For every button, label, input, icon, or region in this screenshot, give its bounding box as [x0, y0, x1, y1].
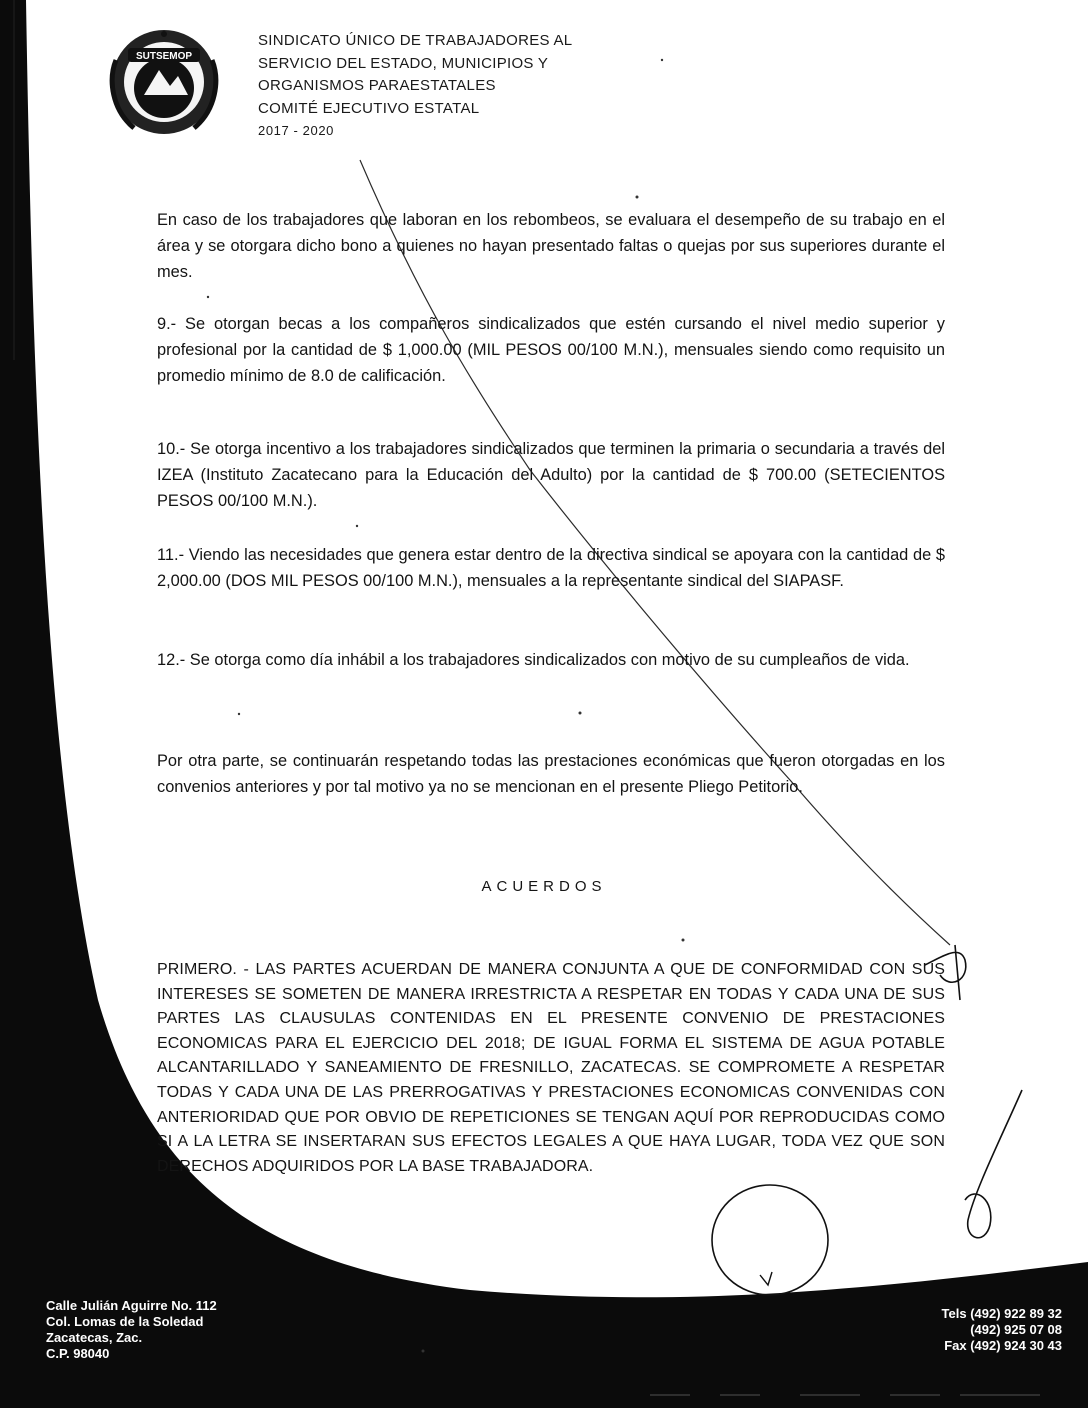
paragraph-10: 10.- Se otorga incentivo a los trabajadores sindicalizados que terminen la primaria o secundaria a través del IZEA (Instituto Zacatecano para la Educación del Adulto) por la cantidad de $ 700.00 (SETECIENTOS PESOS 00/100 M.N.). [157, 440, 945, 510]
agreement-primero: PRIMERO. - LAS PARTES ACUERDAN DE MANERA CONJUNTA A QUE DE CONFORMIDAD CON SUS INTERESES SE SOMETEN DE MANERA IRRESTRICTA A RESPETAR EN TODAS Y CADA UNA DE SUS PARTES LAS CLAUSULAS CONTENIDAS EN EL PRESENTE CONVENIO DE PRESTACIONES ECONOMICAS PARA EL EJERCICIO DEL 2018; DE IGUAL FORMA EL SISTEMA DE AGUA POTABLE ALCANTARILLADO Y SANEAMIENTO DE FRESNILLO, ZACATECAS. SE COMPROMETE A RESPETAR TODAS Y CADA UNA DE LAS PRERROGATIVAS Y PRESTACIONES ECONOMICAS CONVENIDAS CON ANTERIORIDAD QUE POR OBVIO DE REPETICIONES SE TENGAN AQUÍ POR REPRODUCIDAS COMO SI A LA LETRA SE INSERTARAN SUS EFECTOS LEGALES A QUE HAYA LUGAR, TODA VEZ QUE SON DERECHOS ADQUIRIDOS POR LA BASE TRABAJADORA. [157, 961, 945, 1175]
paragraph-11: 11.- Viendo las necesidades que genera estar dentro de la directiva sindical se apoyara con la cantidad de $ 2,000.00 (DOS MIL PESOS 00/100 M.N.), mensuales a la representante sindical del SIAPASF. [157, 546, 945, 590]
phone-line: Tels (492) 922 89 32 [941, 1306, 1062, 1321]
header-line: COMITÉ EJECUTIVO ESTATAL [258, 99, 480, 117]
letterhead [258, 30, 678, 142]
paragraph-9: 9.- Se otorgan becas a los compañeros sindicalizados que estén cursando el nivel medio superior y profesional por la cantidad de $ 1,000.00 (MIL PESOS 00/100 M.N.), mensuales siendo como requisito un promedio mínimo de 8.0 de calificación. [157, 315, 945, 385]
paragraph-closing: Por otra parte, se continuarán respetando todas las prestaciones económicas que fueron otorgadas en los convenios anteriores y por tal motivo ya no se mencionan en el presente Pliego Petitorio. [157, 752, 945, 796]
header-years: 2017 - 2020 [258, 123, 334, 138]
paragraph-12: 12.- Se otorga como día inhábil a los trabajadores sindicalizados con motivo de su cumpleaños de vida. [157, 651, 910, 669]
paragraph-bonus: En caso de los trabajadores que laboran en los rebombeos, se evaluara el desempeño de su trabajo en el área y se otorgara dicho bono a quienes no hayan presentado faltas o quejas por sus superiores durante el mes. [157, 211, 945, 281]
header-line: SINDICATO ÚNICO DE TRABAJADORES AL [258, 32, 573, 49]
address-line: Zacatecas, Zac. [46, 1330, 143, 1345]
section-title: ACUERDOS [481, 878, 607, 895]
header-line: SERVICIO DEL ESTADO, MUNICIPIOS Y [258, 54, 549, 72]
header-line: ORGANISMOS PARAESTATALES [258, 77, 496, 94]
address-line: C.P. 98040 [46, 1346, 110, 1361]
union-logo [104, 20, 224, 140]
svg-text:SUTSEMOP: SUTSEMOP [135, 51, 193, 62]
address-line: Col. Lomas de la Soledad [46, 1314, 204, 1329]
phone-line: Fax (492) 924 30 43 [944, 1338, 1062, 1353]
address-line: Calle Julián Aguirre No. 112 [46, 1298, 217, 1313]
footer-phones [942, 1306, 1062, 1354]
phone-line: (492) 925 07 08 [970, 1322, 1062, 1337]
footer-address [46, 1298, 217, 1362]
